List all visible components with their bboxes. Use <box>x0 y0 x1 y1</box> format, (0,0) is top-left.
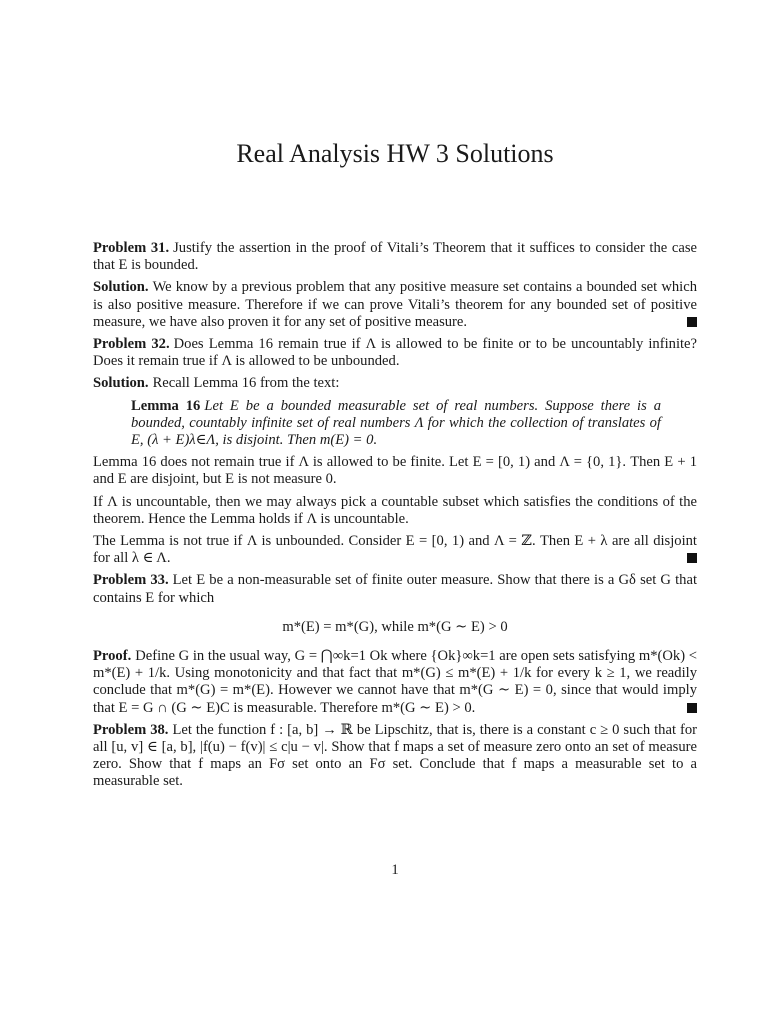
lemma-finite-case <box>93 454 697 488</box>
lemma-16-lead: Lemma 16 <box>131 397 201 414</box>
lemma-16-text: Let E be a bounded measurable set of real numbers. Suppose there is a bounded, countably infinite set of real numbers Λ for which the collection of translates of E, (λ + E)λ∈Λ, is disjoint. Then m(E) = 0. <box>131 397 661 449</box>
problem-38-lead: Problem 38. <box>93 721 169 738</box>
page-number: 1 <box>391 862 399 878</box>
solution-31-text: We know by a previous problem that any positive measure set contains a bounded set which is also positive measure. Therefore if we can prove Vitali’s theorem for any bounded set of positive measure, we have also proven it for any set of positive measure. <box>93 279 697 330</box>
problem-32-lead: Problem 32. <box>93 336 170 353</box>
display-equation: m*(E) = m*(G), while m*(G ∼ E) > 0 <box>282 618 508 635</box>
document-body <box>93 240 697 796</box>
solution-32-text: Recall Lemma 16 from the text: <box>152 375 340 392</box>
problem-31-lead: Problem 31. <box>93 240 170 256</box>
problem-33-text: Let E be a non-measurable set of finite outer measure. Show that there is a Gδ set G that contains E for which <box>93 572 697 606</box>
lemma-uncountable-case <box>93 494 697 528</box>
qed-square-icon <box>687 703 697 713</box>
solution-32-lead: Solution. <box>93 375 149 392</box>
problem-38 <box>93 722 697 791</box>
solution-32 <box>93 375 697 392</box>
problem-32 <box>93 336 697 370</box>
problem-38-text: Let the function f : [a, b] → ℝ be Lipschitz, that is, there is a constant c ≥ 0 such that for all [u, v] ∈ [a, b], |f(u) − f(v)| ≤ c|u − v|. Show that f maps a set of measure zero onto an set of measure zero. Show that f maps an Fσ set onto an Fσ set. Conclude that f maps a measurable set to a measurable set. <box>93 721 697 790</box>
proof-33-lead: Proof. <box>93 648 132 665</box>
proof-33-text: Define G in the usual way, G = ⋂∞k=1 Ok where {Ok}∞k=1 are open sets satisfying m*(Ok) < m*(E) + 1/k. Using monotonicity and that fact that m*(G) ≤ m*(E) + 1/k for every k ≥ 1, we readily conclude that m*(G) = m*(E). However we cannot have that m*(G ∼ E) = 0, since that would imply that E = G ∩ (G ∼ E)C is measurable. Therefore m*(G ∼ E) > 0. <box>93 648 697 716</box>
qed-square-icon <box>687 553 697 563</box>
problem-33 <box>93 572 697 606</box>
lemma-uncountable-text: If Λ is uncountable, then we may always pick a countable subset which satisfies the conditions of the theorem. Hence the Lemma holds if Λ is uncountable. <box>93 493 697 527</box>
problem-33-lead: Problem 33. <box>93 572 169 589</box>
proof-33 <box>93 648 697 717</box>
lemma-finite-text: Lemma 16 does not remain true if Λ is allowed to be finite. Let E = [0, 1) and Λ = {0, 1}. Then E + 1 and E are disjoint, but E is not measure 0. <box>93 454 697 488</box>
problem-31-text: Justify the assertion in the proof of Vitali’s Theorem that it suffices to consider the case that E is bounded. <box>93 240 697 274</box>
solution-31 <box>93 279 697 331</box>
solution-31-lead: Solution. <box>93 279 149 296</box>
problem-32-text: Does Lemma 16 remain true if Λ is allowed to be finite or to be uncountably infinite? Does it remain true if Λ is allowed to be unbounded. <box>93 336 698 370</box>
problem-31 <box>93 240 697 274</box>
lemma-unbounded-text: The Lemma is not true if Λ is unbounded. Consider E = [0, 1) and Λ = ℤ. Then E + λ are all disjoint for all λ ∈ Λ. <box>93 533 697 567</box>
qed-square-icon <box>687 317 697 327</box>
document-page <box>93 0 697 1024</box>
lemma-16 <box>131 398 661 450</box>
lemma-unbounded-case <box>93 533 697 567</box>
page-title: Real Analysis HW 3 Solutions <box>236 139 554 168</box>
